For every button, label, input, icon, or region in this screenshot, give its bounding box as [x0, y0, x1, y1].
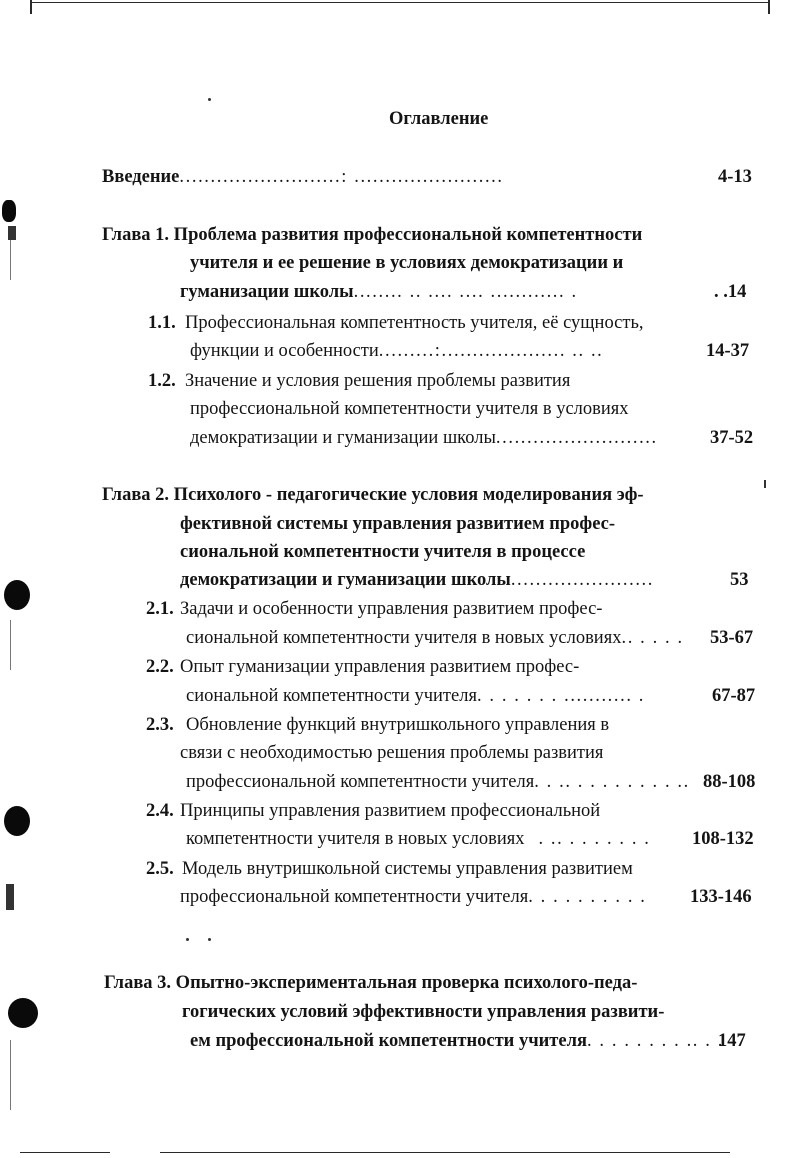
section-number: 2.3. — [146, 715, 174, 735]
punch-hole-mark — [2, 200, 16, 222]
toc-page-number: 37-52 — [710, 428, 754, 448]
section-number: 2.2. — [146, 657, 174, 677]
section-2-3-title: Обновление функций внутришкольного управления в — [186, 715, 610, 735]
chapter-3-heading-line2: гогических условий эффективности управления развити- — [182, 1002, 665, 1022]
toc-page-number: 67-87 — [712, 686, 756, 706]
section-number: 2.5. — [146, 859, 174, 879]
toc-page-number: 133-146 — [690, 887, 752, 907]
section-number: 2.1. — [146, 599, 174, 619]
toc-page-number: 88-108 — [703, 772, 756, 792]
section-2-4-title: Принципы управления развитием профессиональной — [180, 801, 601, 821]
toc-page-number: 53 — [730, 570, 749, 590]
leader-dots: ....................... — [510, 570, 655, 590]
leader-dots: .......................... — [495, 428, 658, 448]
chapter-1-heading: Глава 1. Проблема развития профессиональной компетентности — [102, 225, 643, 245]
section-2-3-title-line2: связи с необходимостью решения проблемы развития — [180, 743, 604, 763]
punch-hole-mark — [4, 806, 30, 836]
section-number: 1.1. — [148, 313, 176, 333]
leader-dots: ..........................: ........................ — [179, 167, 504, 187]
scan-border-left-tick — [30, 0, 32, 14]
leader-dots: .. . . . . — [621, 628, 684, 648]
leader-dots: . . . . . . . . .. . . — [586, 1031, 724, 1051]
punch-hole-mark — [4, 580, 30, 610]
section-1-2-title: Значение и условия решения проблемы развития — [185, 371, 571, 391]
scan-speck — [8, 226, 16, 240]
toc-page-number: 108-132 — [692, 829, 754, 849]
section-1-1-title: Профессиональная компетентность учителя, её сущность, — [185, 313, 644, 333]
section-2-5-title: Модель внутришкольной системы управления развитием — [182, 859, 633, 879]
section-2-3-title-line3: профессиональной компетентности учителя. . .. . . . . . . . . .. — [186, 772, 690, 792]
scan-speck — [764, 480, 766, 488]
scan-border-bottom-left — [20, 1152, 110, 1153]
chapter-2-heading: Глава 2. Психолого - педагогические условия моделирования эф- — [102, 485, 644, 505]
leader-dots: . .. . . . . . . . — [538, 829, 651, 849]
section-2-4-title-line2: компетентности учителя в новых условиях . .. . . . . . . . — [186, 829, 651, 849]
leader-dots: . . . . . . . ........... . — [476, 686, 646, 706]
section-number: 1.2. — [148, 371, 176, 391]
toc-page-number: 147 — [718, 1031, 746, 1051]
toc-page-number: . .14 — [714, 282, 747, 302]
chapter-3-heading: Глава 3. Опытно-экспериментальная проверка психолого-педа- — [104, 973, 638, 993]
leader-dots: .........:.................... .. .. — [378, 341, 604, 361]
chapter-3-heading-line3: ем профессиональной компетентности учителя. . . . . . . . .. . . — [190, 1031, 724, 1051]
scan-speck — [208, 938, 211, 941]
chapter-2-heading-line3: сиональной компетентности учителя в процессе — [180, 542, 586, 562]
scan-border-bottom — [160, 1152, 730, 1153]
chapter-2-heading-line2: фективной системы управления развитием профес- — [180, 514, 616, 534]
toc-entry-intro — [102, 166, 504, 188]
leader-dots: . . .. . . . . . . . . .. — [534, 772, 690, 792]
scan-line — [10, 240, 11, 280]
section-1-2-title-line3: демократизации и гуманизации школы.......................... — [190, 428, 658, 448]
toc-page-number: 14-37 — [706, 341, 750, 361]
section-2-2-title-line2: сиональной компетентности учителя. . . . . . . ........... . — [186, 686, 646, 706]
scan-border-right-tick — [768, 0, 770, 14]
scan-border-top — [30, 2, 770, 3]
scan-speck — [186, 938, 189, 941]
section-number: 2.4. — [146, 801, 174, 821]
scan-line — [10, 620, 11, 670]
section-1-2-title-line2: профессиональной компетентности учителя в условиях — [190, 399, 629, 419]
scan-speck — [208, 98, 211, 101]
leader-dots: ........ .. .... .... ............ . — [353, 282, 578, 302]
section-1-1-title-line2: функции и особенности.........:.................... .. .. — [190, 341, 604, 361]
toc-page-number: 53-67 — [710, 628, 754, 648]
chapter-2-heading-line4: демократизации и гуманизации школы....................... — [180, 570, 655, 590]
toc-page-number: 4-13 — [718, 167, 752, 187]
punch-hole-mark — [8, 998, 38, 1028]
scan-speck — [6, 884, 14, 910]
toc-entry-label: Введение — [102, 167, 180, 187]
section-2-1-title-line2: сиональной компетентности учителя в новых условиях.. . . . . — [186, 628, 684, 648]
scan-line — [10, 1040, 11, 1110]
chapter-1-heading-line3: гуманизации школы........ .. .... .... ............ . — [180, 282, 578, 302]
page-title: Оглавление — [389, 109, 489, 129]
section-2-5-title-line2: профессиональной компетентности учителя. . . . . . . . . . — [180, 887, 647, 907]
chapter-1-heading-line2: учителя и ее решение в условиях демократизации и — [190, 253, 624, 273]
section-2-2-title: Опыт гуманизации управления развитием профес- — [180, 657, 580, 677]
section-2-1-title: Задачи и особенности управления развитием профес- — [180, 599, 603, 619]
leader-dots: . . . . . . . . . . — [528, 887, 647, 907]
